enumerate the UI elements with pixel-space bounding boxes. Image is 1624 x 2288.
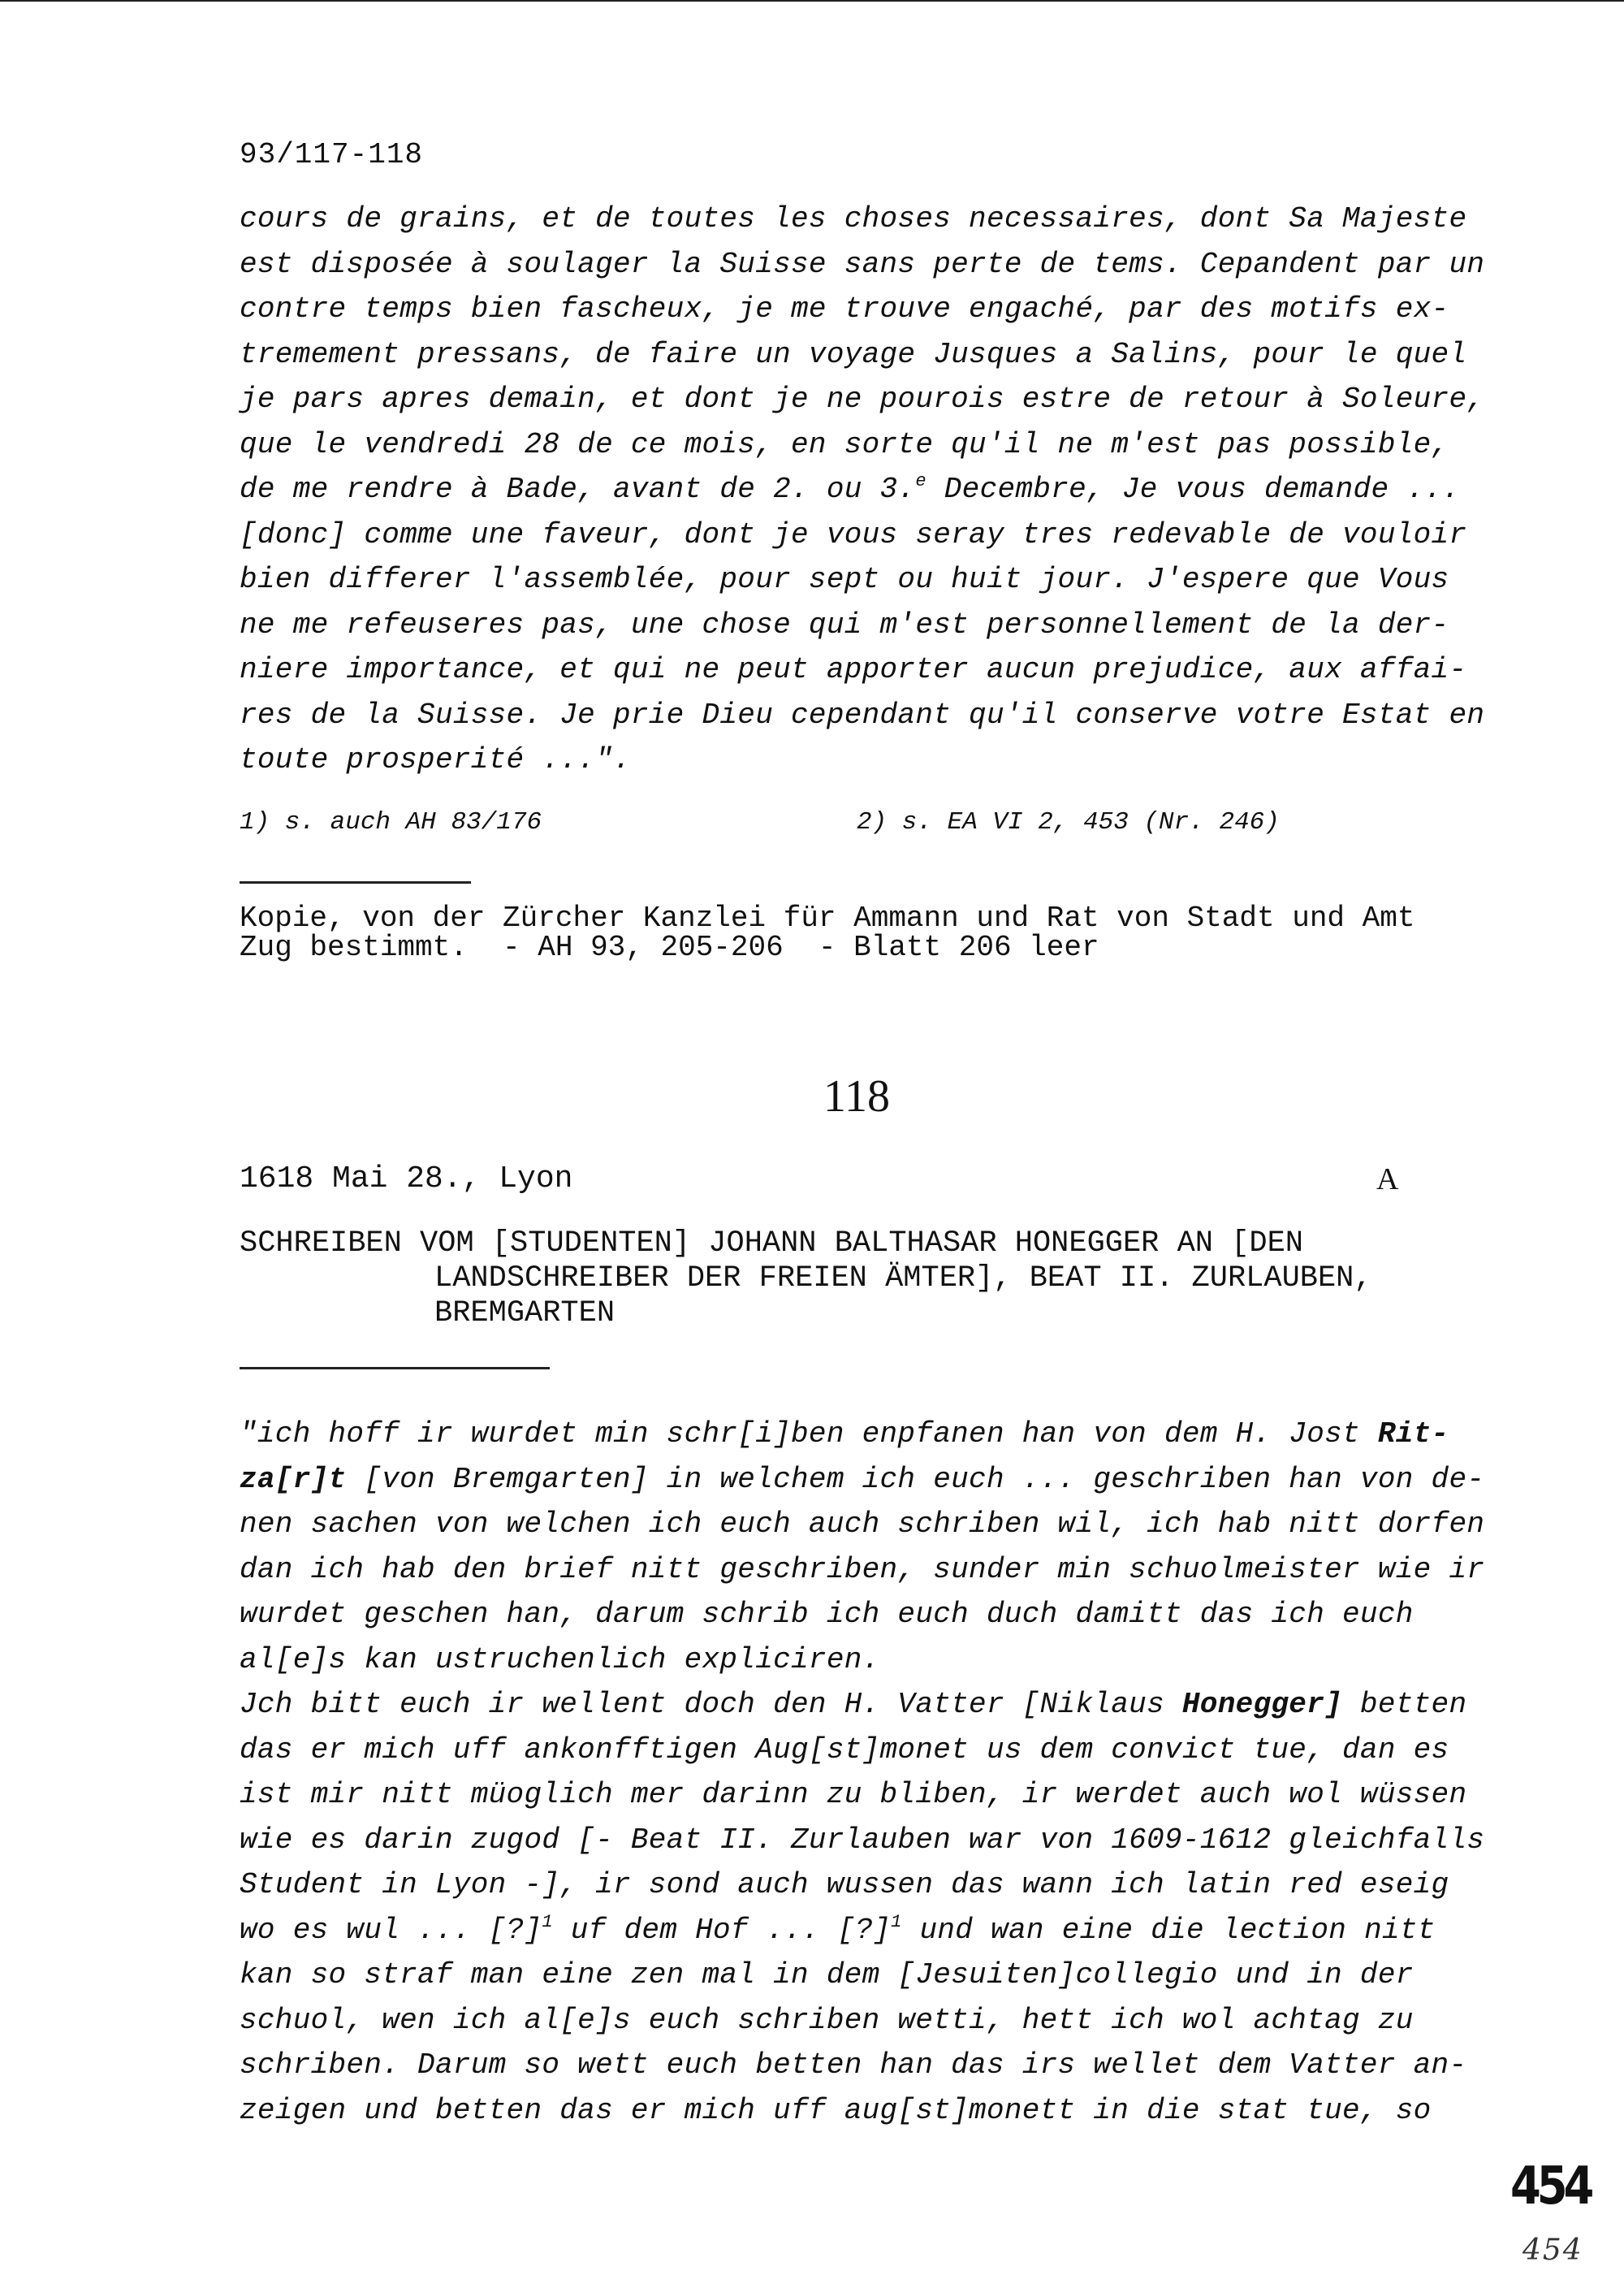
text-line: [240, 467, 1490, 513]
name-bold: za[r]t: [240, 1462, 347, 1496]
text-line: tremement pressans, de faire un voyage Jusques a Salins, pour le quel: [240, 337, 1467, 371]
text-line: wie es darin zugod [- Beat II. Zurlauben war von 1609-1612 gleichfalls: [240, 1823, 1485, 1857]
text-line: [240, 1457, 1490, 1503]
superscript: 1: [542, 1911, 553, 1932]
text-line: wurdet geschen han, darum schrib ich euch duch damitt das ich euch: [240, 1598, 1414, 1631]
name-bold: Rit-: [1377, 1417, 1449, 1451]
text-line: schuol, wen ich al[e]s euch schriben wetti, hett ich wol achtag zu: [240, 2003, 1414, 2037]
text-line: dan ich hab den brief nitt geschriben, sunder min schuolmeister wie ir: [240, 1552, 1485, 1586]
document-reference: 93/117-118: [240, 138, 424, 171]
section-divider: [240, 1367, 550, 1369]
document-letter: A: [1376, 1162, 1399, 1196]
text-segment: Jch bitt euch ir wellent doch den H. Vatter [Niklaus: [240, 1688, 1182, 1721]
source-note-line: Zug bestimmt. - AH 93, 205-206 - Blatt 206 leer: [240, 931, 1099, 964]
text-line: das er mich uff ankonfftigen Aug[st]monet us dem convict tue, dan es: [240, 1732, 1449, 1767]
text-line: ist mir nitt müoglich mer darinn zu bliben, ir werdet auch wol wüssen: [240, 1778, 1467, 1811]
name-bold: Honegger]: [1181, 1688, 1343, 1721]
text-line: contre temps bien fascheux, je me trouve engaché, par des motifs ex-: [240, 292, 1449, 326]
german-passage: [240, 1412, 1490, 2133]
superscript: e: [915, 471, 926, 491]
text-segment: [von Bremgarten] in welchem ich euch ... geschriben han von de-: [346, 1462, 1485, 1496]
text-line: al[e]s kan ustruchenlich expliciren.: [240, 1642, 880, 1676]
page-number-stamp: 454: [1510, 2156, 1591, 2217]
title-line: BREMGARTEN: [434, 1296, 615, 1330]
top-border-line: [0, 0, 1624, 2]
text-line: que le vendredi 28 de ce mois, en sorte qu'il ne m'est pas possible,: [240, 427, 1449, 461]
document-number: 118: [823, 1071, 890, 1122]
title-line: SCHREIBEN VOM [STUDENTEN] JOHANN BALTHASAR HONEGGER AN [DEN: [240, 1226, 1304, 1261]
text-segment: betten: [1342, 1688, 1467, 1721]
source-note-line: Kopie, von der Zürcher Kanzlei für Ammann und Rat von Stadt und Amt: [240, 902, 1415, 935]
text-line: [240, 1682, 1490, 1728]
section-divider: [240, 881, 471, 884]
text-line: cours de grains, et de toutes les choses necessaires, dont Sa Majeste: [240, 202, 1467, 236]
text-line: [240, 1908, 1490, 1953]
date-place: 1618 Mai 28., Lyon: [240, 1161, 573, 1196]
text-line: kan so straf man eine zen mal in dem [Jesuiten]collegio und in der: [240, 1958, 1414, 1992]
text-segment: und wan eine die lection nitt: [901, 1913, 1436, 1947]
text-line: niere importance, et qui ne peut apporter aucun prejudice, aux affai-: [240, 653, 1467, 686]
text-line: [240, 1412, 1490, 1457]
text-line: est disposée à soulager la Suisse sans perte de tems. Cepandent par un: [240, 247, 1485, 281]
text-line: res de la Suisse. Je prie Dieu cependant qu'il conserve votre Estat en: [240, 698, 1485, 732]
text-segment: wo es wul ... [?]: [240, 1913, 542, 1947]
text-line: bien differer l'assemblée, pour sept ou huit jour. J'espere que Vous: [240, 563, 1449, 596]
text-line: toute prosperité ...".: [240, 743, 631, 776]
text-segment: Decembre, Je vous demande ...: [926, 473, 1460, 506]
page-number-handwritten: 454: [1522, 2234, 1583, 2267]
french-passage: [240, 197, 1490, 783]
text-line: je pars apres demain, et dont je ne pourois estre de retour à Soleure,: [240, 383, 1485, 416]
text-line: ne me refeuseres pas, une chose qui m'est personnellement de la der-: [240, 608, 1449, 642]
text-line: zeigen und betten das er mich uff aug[st]monett in die stat tue, so: [240, 2093, 1432, 2127]
title-line: LANDSCHREIBER DER FREIEN ÄMTER], BEAT II. ZURLAUBEN,: [434, 1261, 1372, 1295]
text-segment: uf dem Hof ... [?]: [552, 1913, 892, 1947]
text-segment: "ich hoff ir wurdet min schr[i]ben enpfanen han von dem H. Jost: [240, 1417, 1378, 1451]
text-line: nen sachen von welchen ich euch auch schriben wil, ich hab nitt dorfen: [240, 1507, 1485, 1541]
text-segment: de me rendre à Bade, avant de 2. ou 3.: [240, 473, 916, 506]
source-note: [240, 904, 1415, 962]
footnote-2: 2) s. EA VI 2, 453 (Nr. 246): [857, 808, 1280, 837]
text-line: schriben. Darum so wett euch betten han das irs wellet dem Vatter an-: [240, 2048, 1467, 2082]
superscript: 1: [891, 1911, 902, 1932]
text-line: Student in Lyon -], ir sond auch wussen das wann ich latin red eseig: [240, 1868, 1449, 1901]
footnote-1: 1) s. auch AH 83/176: [240, 808, 542, 837]
text-line: [donc] comme une faveur, dont je vous seray tres redevable de vouloir: [240, 517, 1467, 551]
document-title: [240, 1226, 1372, 1331]
